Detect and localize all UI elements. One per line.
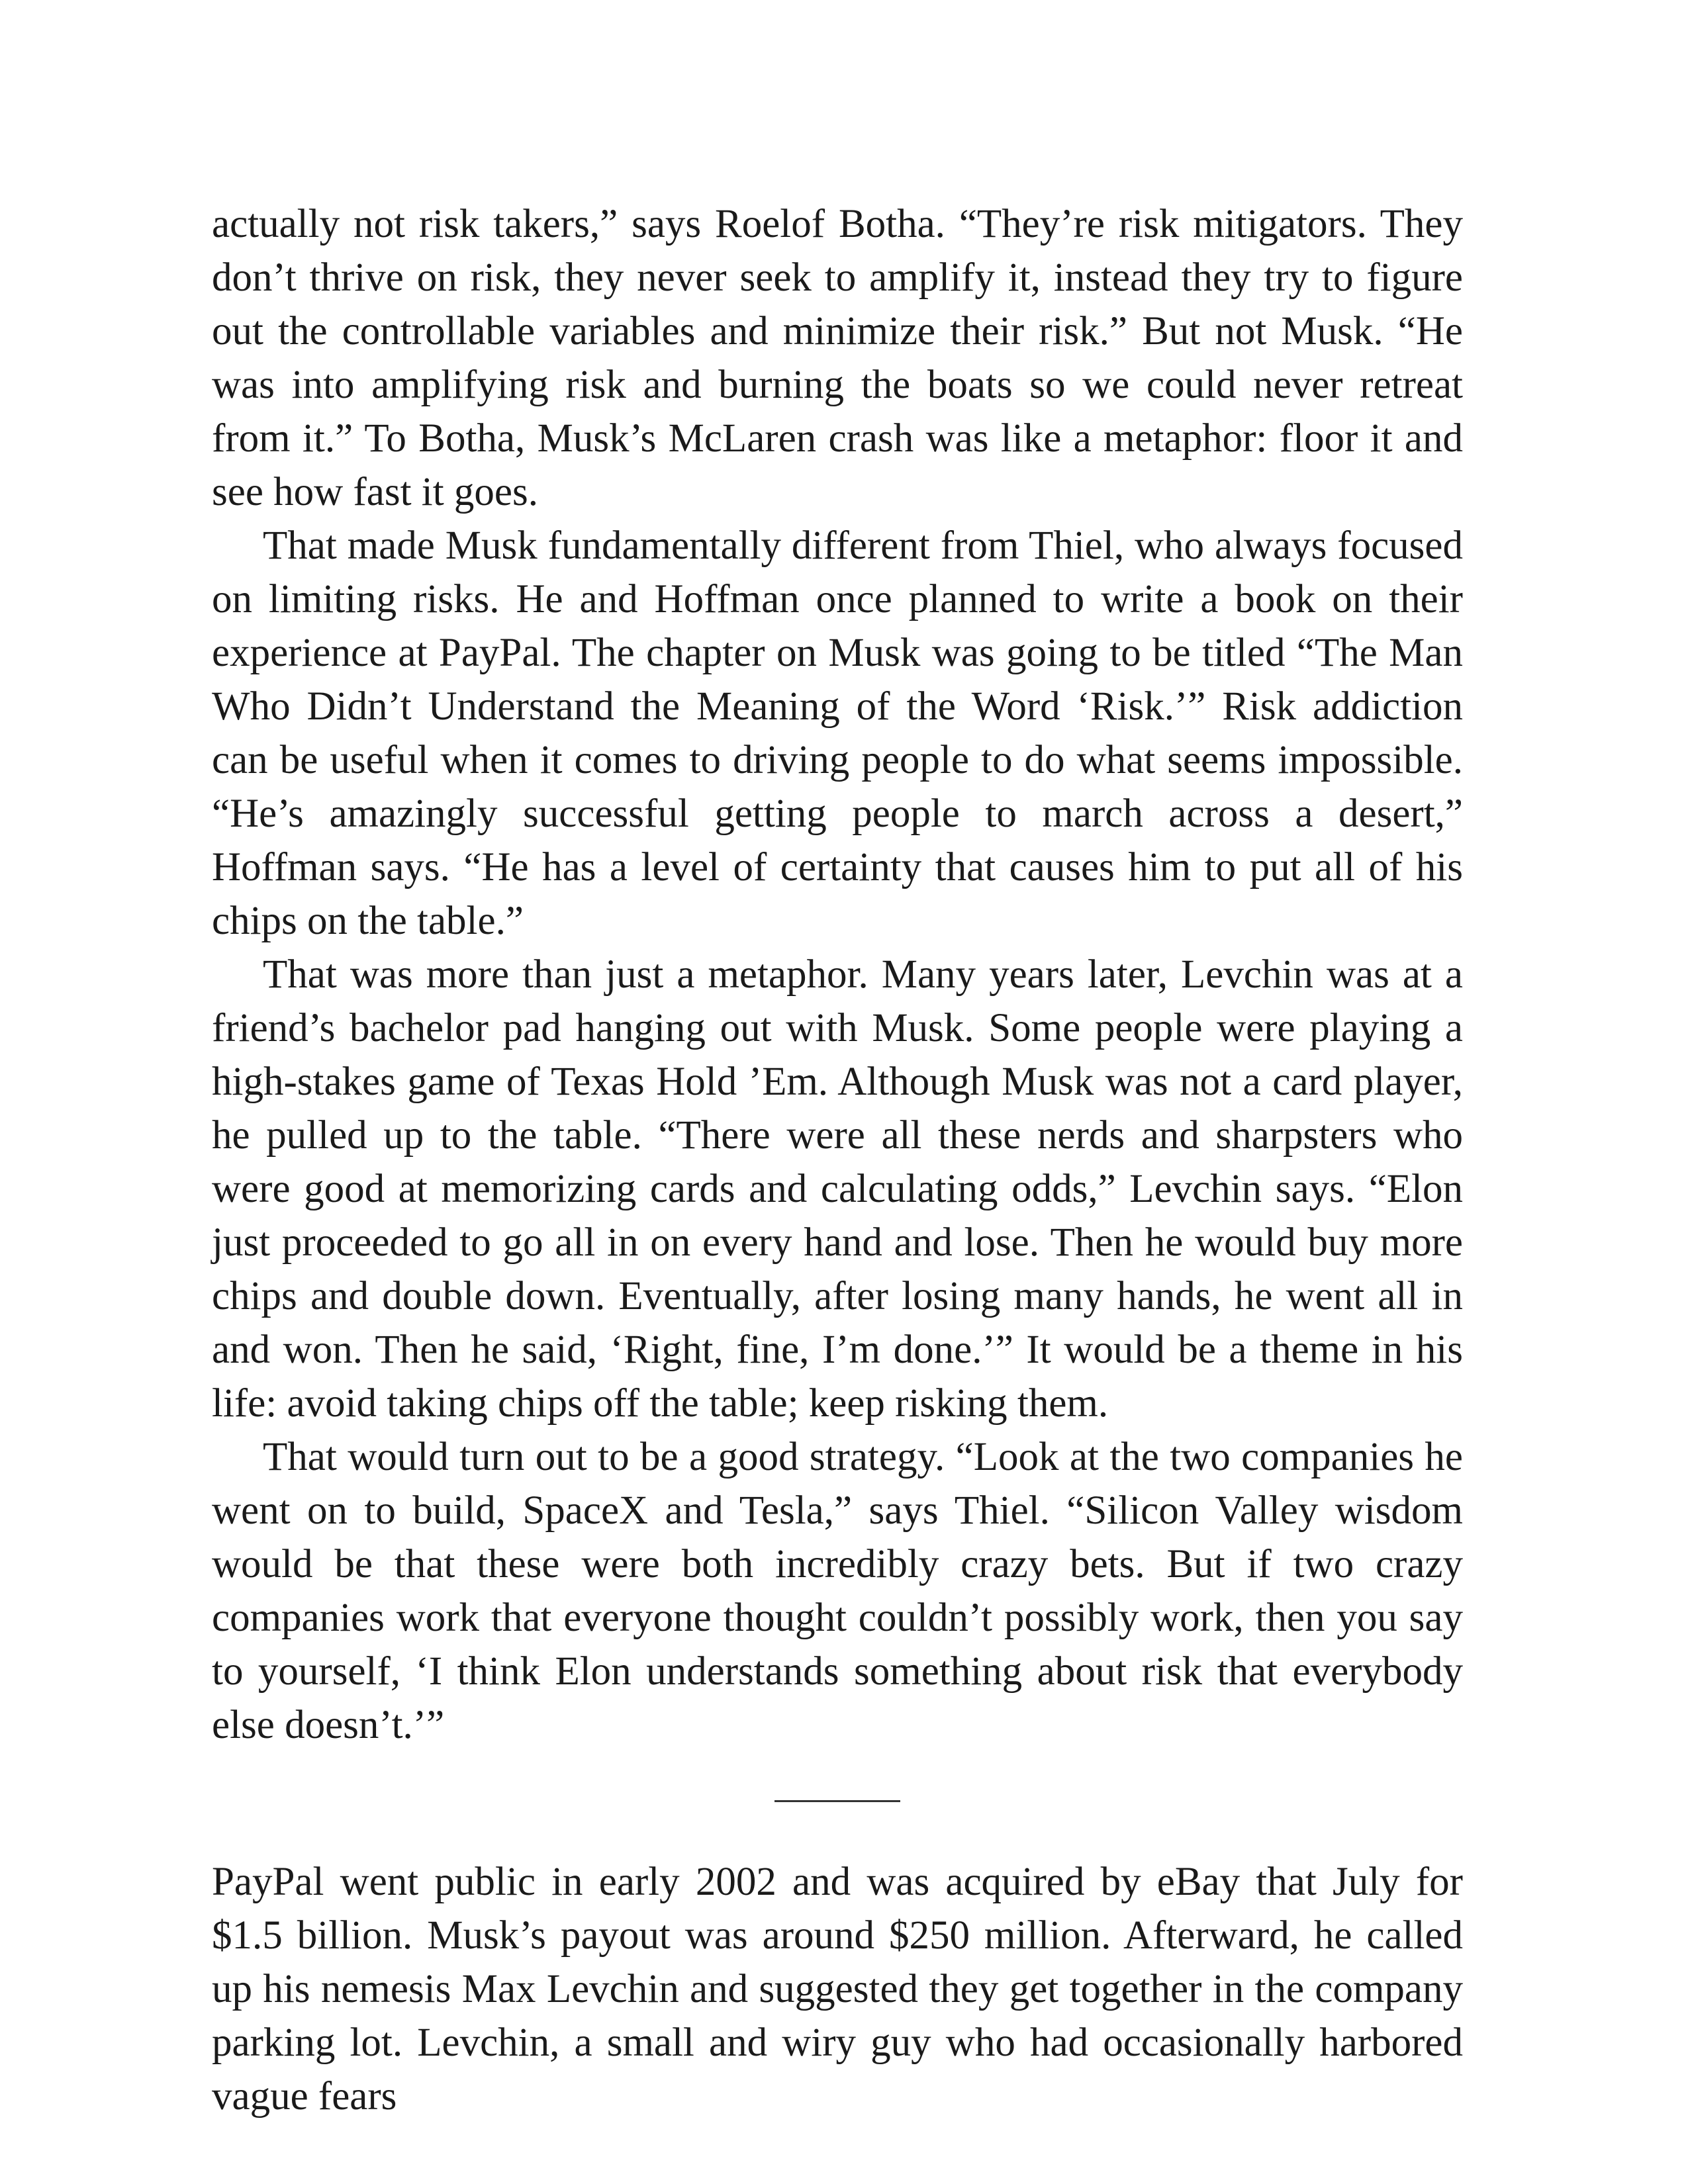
paragraph: That made Musk fundamentally different from Thiel, who always focused on limiting risks. He and Hoffman once planned to write a book on their experience at PayPal. The chapter on Musk was going to be titled “The Man Who Didn’t Understand the Meaning of the Word ‘Risk.’” Risk addiction can be useful when it comes to driving people to do what seems impossible. “He’s amazingly successful getting people to march across a desert,” Hoffman says. “He has a level of certainty that causes him to put all of his chips on the table.”	[212, 523, 1463, 943]
paragraph: That was more than just a metaphor. Many years later, Levchin was at a friend’s bachelor pad hanging out with Musk. Some people were playing a high-stakes game of Texas Hold ’Em. Although Musk was not a card player, he pulled up to the table. “There were all these nerds and sharpsters who were good at memorizing cards and calculating odds,” Levchin says. “Elon just proceeded to go all in on every hand and lose. Then he would buy more chips and double down. Eventually, after losing many hands, he went all in and won. Then he said, ‘Right, fine, I’m done.’” It would be a theme in his life: avoid taking chips off the table; keep risking them.	[212, 952, 1463, 1426]
section-break-rule	[774, 1800, 900, 1802]
paragraph: That would turn out to be a good strategy. “Look at the two companies he went on to build, SpaceX and Tesla,” says Thiel. “Silicon Valley wisdom would be that these were both incredibly crazy bets. But if two crazy companies work that everyone thought couldn’t possibly work, then you say to yourself, ‘I think Elon understands something about risk that everybody else doesn’t.’”	[212, 1435, 1463, 1747]
paragraph: actually not risk takers,” says Roelof Botha. “They’re risk mitigators. They don’t thrive on risk, they never seek to amplify it, instead they try to figure out the controllable variables and minimize their risk.” But not Musk. “He was into amplifying risk and burning the boats so we could never retreat from it.” To Botha, Musk’s McLaren crash was like a metaphor: floor it and see how fast it goes.	[212, 202, 1463, 514]
page-body	[212, 197, 1463, 2123]
paragraph: PayPal went public in early 2002 and was acquired by eBay that July for $1.5 billion. Musk’s payout was around $250 million. Afterward, he called up his nemesis Max Levchin and suggested they get together in the company parking lot. Levchin, a small and wiry guy who had occasionally harbored vague fears	[212, 1860, 1463, 2118]
